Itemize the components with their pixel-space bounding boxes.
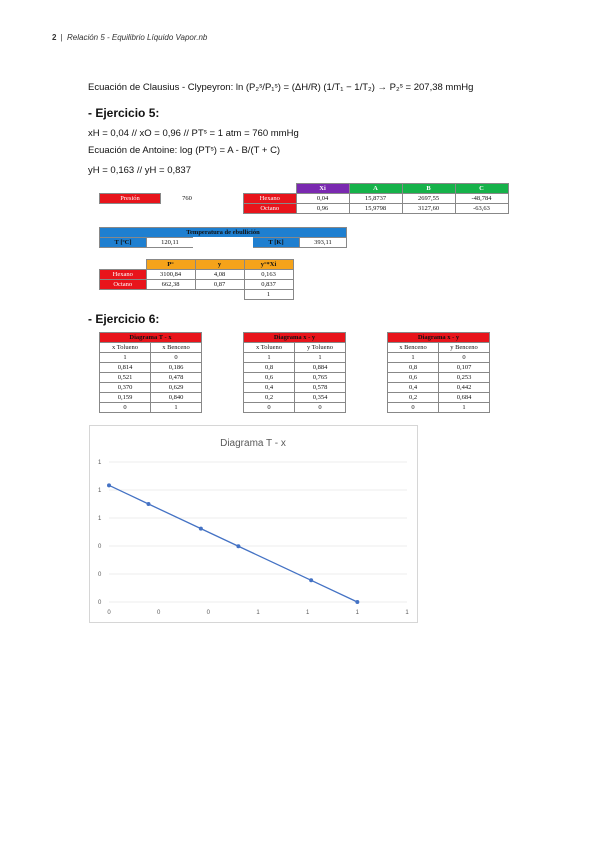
composition-total: 1 — [244, 290, 293, 300]
table-cell: 0,159 — [100, 393, 151, 403]
table-cell: 0,354 — [295, 393, 346, 403]
ejercicio5-title: - Ejercicio 5: — [88, 106, 160, 120]
data-point — [355, 600, 359, 604]
ejercicio6-title: - Ejercicio 6: — [88, 312, 160, 326]
x-tick-label: 1 — [305, 610, 310, 616]
table-cell: 0,765 — [295, 373, 346, 383]
ej5-antoine-equation: Ecuación de Antoine: log (PTˢ) = A - B/(T + C) — [88, 145, 281, 156]
table-cell: 0,6 — [244, 373, 295, 383]
clausius-equation: Ecuación de Clausius - Clypeyron: ln (P₂ˢ/P₁ˢ) = (ΔH/R) (1/T₁ − 1/T₂) → P₂ˢ = 207,38 mmHg — [88, 82, 474, 93]
table-cell: 0,884 — [295, 363, 346, 373]
y-tick-label: 0 — [98, 572, 102, 578]
y-tick-label: 1 — [98, 516, 102, 522]
composition-table — [99, 259, 294, 300]
header-xi: Xi — [296, 184, 349, 194]
column-header: x Benceno — [388, 343, 439, 353]
table-cell: 0 — [439, 353, 490, 363]
tc-label: T [ºC] — [100, 238, 147, 248]
document-title: Relación 5 - Equilibrio Líquido Vapor.nb — [66, 33, 208, 42]
table-cell: 0,442 — [439, 383, 490, 393]
table-cell: 0,4 — [388, 383, 439, 393]
tk-value: 393,11 — [300, 238, 347, 248]
tc-value: 120,11 — [147, 238, 224, 248]
table-cell: 0,253 — [439, 373, 490, 383]
column-header: x Benceno — [151, 343, 202, 353]
table-cell: 0,370 — [100, 383, 151, 393]
table-cell: 0,629 — [151, 383, 202, 393]
table-row — [388, 353, 490, 363]
data-point — [107, 483, 111, 487]
column-header: y Tolueno — [295, 343, 346, 353]
table-cell: 0,107 — [439, 363, 490, 373]
boiling-temp-title: Temperatura de ebullición — [100, 228, 347, 238]
ej6-table-3 — [387, 332, 490, 413]
header-p: P° — [146, 260, 195, 270]
y-tick-label: 0 — [98, 544, 102, 550]
data-point — [309, 578, 313, 582]
line-chart — [90, 426, 417, 622]
table-row — [244, 403, 346, 413]
chart-container — [89, 425, 418, 623]
series-line — [109, 485, 357, 602]
table-row: Hexano 0,04 15,8737 2697,55 -48,784 — [244, 194, 509, 204]
antoine-table — [243, 183, 509, 214]
table-cell: 0,2 — [244, 393, 295, 403]
table-title: Diagrama x - y — [388, 333, 490, 343]
column-header: x Tolueno — [244, 343, 295, 353]
pressure-label: Presión — [100, 194, 161, 204]
table-cell: 0 — [151, 353, 202, 363]
table-cell: 0,8 — [388, 363, 439, 373]
pressure-value: 760 — [182, 195, 192, 202]
table-cell: 1 — [388, 353, 439, 363]
table-row — [388, 363, 490, 373]
chart-title: Diagrama T - x — [220, 438, 286, 449]
table-cell: 0 — [244, 403, 295, 413]
table-title: Diagrama T - x — [100, 333, 202, 343]
x-tick-label: 0 — [156, 610, 161, 616]
table-cell: 0,478 — [151, 373, 202, 383]
column-header: x Tolueno — [100, 343, 151, 353]
table-row — [244, 363, 346, 373]
table-cell: 0 — [100, 403, 151, 413]
table-cell: 1 — [295, 353, 346, 363]
table-row — [100, 383, 202, 393]
table-row: Hexano 3100,84 4,08 0,163 — [100, 270, 294, 280]
data-point — [199, 527, 203, 531]
x-tick-label: 0 — [107, 610, 111, 616]
ej5-line3: yH = 0,163 // yH = 0,837 — [88, 165, 191, 176]
table-row — [244, 353, 346, 363]
data-point — [236, 544, 240, 548]
header-a: A — [349, 184, 402, 194]
x-tick-label: 0 — [206, 610, 211, 616]
table-cell: 0,578 — [295, 383, 346, 393]
table-cell: 0 — [388, 403, 439, 413]
page-header: 2 | Relación 5 - Equilibrio Líquido Vapor.nb — [52, 33, 208, 42]
tk-label: T [K] — [223, 238, 300, 248]
table-cell: 0,840 — [151, 393, 202, 403]
table-row — [388, 373, 490, 383]
table-row — [100, 403, 202, 413]
table-row: Octano 0,96 15,9798 3127,60 -63,63 — [244, 204, 509, 214]
table-row — [244, 373, 346, 383]
table-cell: 0 — [295, 403, 346, 413]
y-tick-label: 0 — [98, 600, 102, 606]
table-cell: 0,814 — [100, 363, 151, 373]
table-row — [100, 373, 202, 383]
boiling-temperature-table — [99, 227, 347, 248]
table-cell: 0,6 — [388, 373, 439, 383]
header-yxi: y°*Xi — [244, 260, 293, 270]
table-cell: 0,684 — [439, 393, 490, 403]
table-row — [388, 393, 490, 403]
pressure-table — [99, 193, 213, 204]
y-tick-label: 1 — [98, 488, 102, 494]
ej6-table-1 — [99, 332, 202, 413]
table-row — [388, 403, 490, 413]
table-row: Octano 662,38 0,87 0,837 — [100, 280, 294, 290]
data-point — [146, 502, 150, 506]
table-row — [100, 363, 202, 373]
table-cell: 1 — [151, 403, 202, 413]
ej6-table-2 — [243, 332, 346, 413]
x-tick-label: 1 — [355, 610, 360, 616]
table-cell: 0,8 — [244, 363, 295, 373]
table-cell: 0,2 — [388, 393, 439, 403]
table-title: Diagrama x - y — [244, 333, 346, 343]
table-cell: 1 — [439, 403, 490, 413]
table-cell: 1 — [100, 353, 151, 363]
table-cell: 0,4 — [244, 383, 295, 393]
column-header: y Benceno — [439, 343, 490, 353]
ej5-line1: xH = 0,04 // xO = 0,96 // PTˢ = 1 atm = 760 mmHg — [88, 128, 299, 139]
header-c: C — [455, 184, 508, 194]
table-row — [100, 353, 202, 363]
table-row — [244, 393, 346, 403]
table-cell: 0,521 — [100, 373, 151, 383]
table-cell: 1 — [244, 353, 295, 363]
table-row — [100, 393, 202, 403]
header-b: B — [402, 184, 455, 194]
x-tick-label: 1 — [405, 610, 409, 616]
page-number: 2 — [52, 33, 57, 42]
table-row — [388, 383, 490, 393]
header-y: y — [195, 260, 244, 270]
table-cell: 0,186 — [151, 363, 202, 373]
x-tick-label: 1 — [256, 610, 260, 616]
table-row — [244, 383, 346, 393]
y-tick-label: 1 — [98, 460, 102, 466]
